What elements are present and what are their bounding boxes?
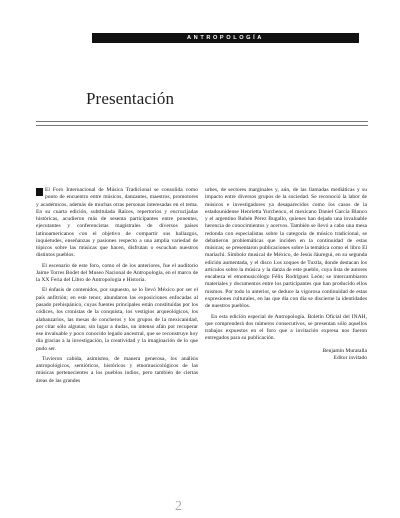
- paragraph: urbes, de sectores marginales y, aún, de las llamadas mediáticas y su impacto entre diversos grupos de la sociedad. Se reconoció la labor de músicos e investigadores ya desaparecidos como los casos de la estadounidense Henrietta Yurchenco, el mexicano Daniel García Blanco y el argentino Rubén Pérez Bugallo, quienes han dejado una invaluable herencia de conocimientos y acervos. También se llevó a cabo una mesa redonda con especialistas sobre la categoría de músico tradicional, se debatieron problemáticas que inciden en la continuidad de estas músicas; se presentaron publicaciones sobre la temática como el libro El mariachi. Símbolo musical de México, de Jesús Jáuregui, en su segunda edición aumentada, y el disco Los zoques de Tuxtla, donde destacan los artículos sobre la música y la danza de este pueblo, cuya lista de autores encabeza el etnomusicólogo Félix Rodríguez León; se intercambiaron materiales y documentos entre los participantes que han producido ellos mismos. Por todo lo anterior, se deduce la vigorosa continuidad de estas expresiones culturales, en las que día con día se discierne la identidades de nuestros pueblos.: [205, 187, 367, 310]
- paragraph: Tuvieron cabida, asimismo, de manera generosa, los análisis antropológicos, semióticos, históricos y etnomusicológicos de las músicas pertenecientes a los pueblos indios, pero también de ciertas áreas de las grandes: [36, 355, 198, 384]
- paragraph: En esta edición especial de Antropología. Boletín Oficial del INAH, que comprenderá dos números consecutivos, se presentan sólo aquellos trabajos expuestos en el foro que a invitación expresa nos fueron entregados para su publicación.: [205, 313, 367, 342]
- title-bottom-rule: [36, 125, 368, 126]
- paragraph: El énfasis de contenidos, por supuesto, se lo llevó México por ser el país anfitrión; en este tenor, abundaron las exposiciones enfocadas al pasado prehispánico, cuyas fuentes principales están constituidas por los códices, los cronistas de la conquista, los vestigios arqueológicos, los alabanzarios, las mesas de concheros y los grupos de la mexicanidad, por citar sólo algunas; sin lugar a dudas, un intenso afán por recuperar ese invaluable y poco conocido legado ancestral, que se reconstruye hoy día gracias a la investigación, la creatividad y la imaginación de lo que pudo ser.: [36, 287, 198, 352]
- signature-name: Benjamín Muratalla: [322, 347, 367, 354]
- signature-role: Editor invitado: [333, 354, 367, 361]
- title-top-rule: [36, 121, 368, 122]
- page-number: 2: [175, 499, 182, 514]
- left-column: [36, 187, 198, 385]
- dropcap-block: [36, 188, 43, 196]
- section-header-bar: [92, 33, 359, 43]
- paragraph: El escenario de este foro, como el de los anteriores, fue el auditorio Jaime Torres Bodet del Museo Nacional de Antropología, en el marco de la XX Feria del Libro de Antropología e Historia.: [36, 262, 198, 284]
- section-label: ANTROPOLOGÍA: [187, 35, 264, 41]
- right-column: [205, 187, 367, 362]
- paragraph-text: El Foro Internacional de Música Tradicional se consolida como punto de encuentro entre músicos, danzantes, maestros, promotores y académicos, además de muchas otras personas interesadas en el tema. En su cuarta edición, subtitulada Raíces, repertorios y encrucijadas históricas, acudieron más de sesenta participantes entre ponentes, ejecutantes y conferencistas magistrales de diversos países latinoamericanos con el objetivo de compartir sus hallazgos, inquietudes, enseñanzas y pasiones respecto a una amplia variedad de tópicos sobre las músicas que hacen, disfrutan o escuchan nuestros distintos pueblos.: [36, 187, 198, 259]
- page-title: Presentación: [86, 89, 175, 108]
- paragraph: [36, 187, 198, 260]
- signature: [205, 348, 367, 363]
